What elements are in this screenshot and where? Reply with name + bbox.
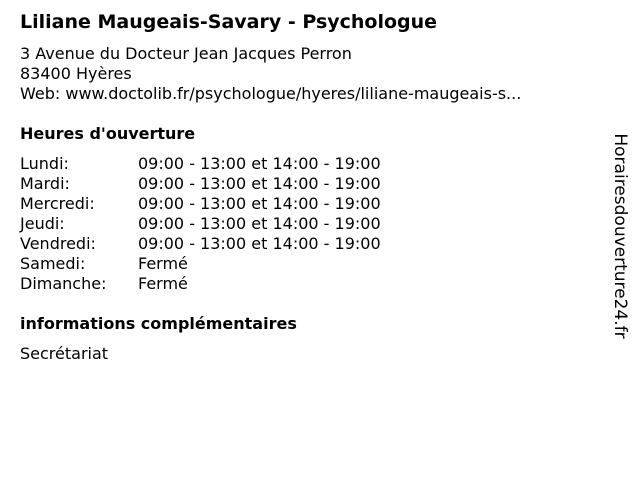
day-label: Jeudi: [20,214,65,233]
day-label: Vendredi: [20,234,96,253]
hours-row-tuesday [20,174,381,194]
day-hours: 09:00 - 13:00 et 14:00 - 19:00 [138,154,381,173]
day-label: Lundi: [20,154,69,173]
additional-info-text: Secrétariat [20,344,109,363]
hours-row-saturday [20,254,381,274]
hours-row-friday [20,234,381,254]
day-label: Samedi: [20,254,86,273]
day-label: Mercredi: [20,194,95,213]
day-hours: Fermé [138,274,188,293]
hours-row-wednesday [20,194,381,214]
website-link[interactable]: Web: www.doctolib.fr/psychologue/hyeres/liliane-maugeais-s... [20,84,522,103]
day-hours: Fermé [138,254,188,273]
city-address: 83400 Hyères [20,64,132,83]
day-label: Mardi: [20,174,70,193]
hours-row-sunday [20,274,381,294]
day-hours: 09:00 - 13:00 et 14:00 - 19:00 [138,214,381,233]
hours-row-monday [20,154,381,174]
business-name: Liliane Maugeais-Savary - Psychologue [20,11,438,33]
site-watermark: Horairesdouverture24.fr [610,133,630,339]
day-label: Dimanche: [20,274,107,293]
opening-hours-heading: Heures d'ouverture [20,124,196,143]
opening-hours-table [20,154,381,294]
hours-row-thursday [20,214,381,234]
address-block [20,44,521,104]
day-hours: 09:00 - 13:00 et 14:00 - 19:00 [138,174,381,193]
day-hours: 09:00 - 13:00 et 14:00 - 19:00 [138,234,381,253]
day-hours: 09:00 - 13:00 et 14:00 - 19:00 [138,194,381,213]
street-address: 3 Avenue du Docteur Jean Jacques Perron [20,44,352,63]
additional-info-heading: informations complémentaires [20,314,297,333]
